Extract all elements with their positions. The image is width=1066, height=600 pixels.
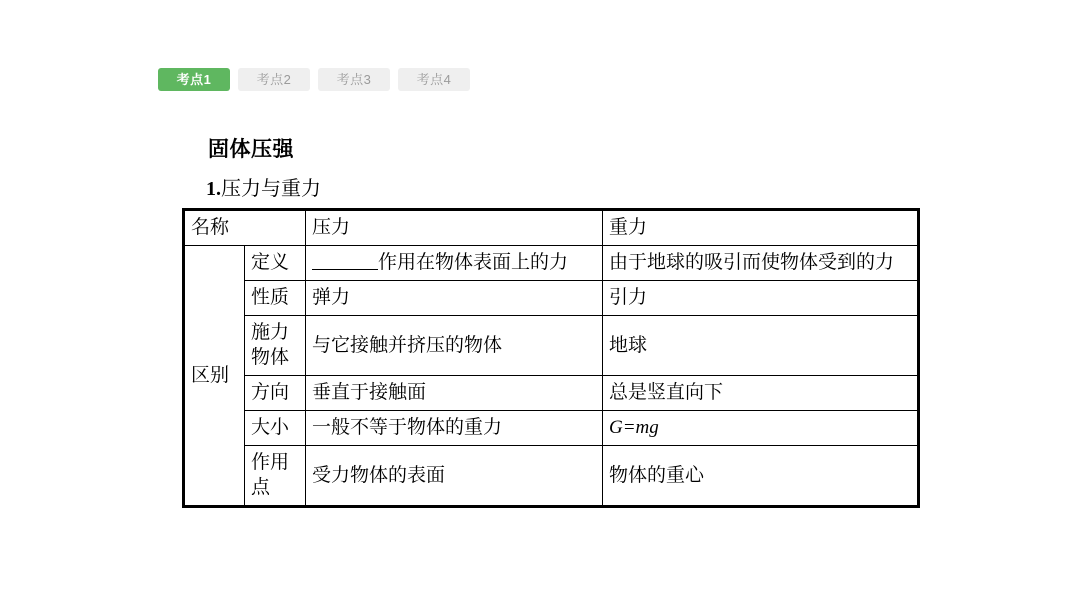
row-label-action-point: 作用点 (245, 446, 306, 507)
cell-gravity-definition: 由于地球的吸引而使物体受到的力 (603, 246, 919, 281)
header-cell-name: 名称 (184, 210, 306, 246)
cell-pressure-direction: 垂直于接触面 (306, 376, 603, 411)
cell-pressure-definition-text: 作用在物体表面上的力 (378, 252, 569, 273)
table-row (184, 411, 919, 446)
fill-in-blank (312, 255, 378, 270)
tab-bar (158, 68, 470, 91)
cell-gravity-direction: 总是竖直向下 (603, 376, 919, 411)
header-cell-pressure: 压力 (306, 210, 603, 246)
row-label-force-source: 施力物体 (245, 316, 306, 376)
header-cell-gravity: 重力 (603, 210, 919, 246)
table-row (184, 446, 919, 507)
cell-pressure-nature: 弹力 (306, 281, 603, 316)
tab-kaodian-4[interactable]: 考点4 (398, 68, 470, 91)
page-title: 固体压强 (208, 138, 294, 161)
group-label-cell: 区别 (184, 246, 245, 507)
row-label-nature: 性质 (245, 281, 306, 316)
table-row (184, 376, 919, 411)
table-header-row (184, 210, 919, 246)
row-label-direction: 方向 (245, 376, 306, 411)
cell-gravity-nature: 引力 (603, 281, 919, 316)
row-label-definition: 定义 (245, 246, 306, 281)
row-label-magnitude: 大小 (245, 411, 306, 446)
comparison-table (182, 208, 920, 508)
table-row (184, 246, 919, 281)
tab-kaodian-3[interactable]: 考点3 (318, 68, 390, 91)
cell-pressure-force-source: 与它接触并挤压的物体 (306, 316, 603, 376)
cell-gravity-force-source: 地球 (603, 316, 919, 376)
sub-heading-label: 压力与重力 (221, 178, 321, 200)
tab-kaodian-2[interactable]: 考点2 (238, 68, 310, 91)
tab-kaodian-1[interactable]: 考点1 (158, 68, 230, 91)
cell-pressure-definition (306, 246, 603, 281)
comparison-table-wrapper (182, 208, 895, 508)
cell-gravity-action-point: 物体的重心 (603, 446, 919, 507)
sub-heading-number: 1. (206, 178, 221, 200)
table-row (184, 316, 919, 376)
cell-pressure-magnitude: 一般不等于物体的重力 (306, 411, 603, 446)
cell-pressure-action-point: 受力物体的表面 (306, 446, 603, 507)
cell-gravity-magnitude: G=mg (603, 411, 919, 446)
sub-heading (206, 172, 321, 201)
table-row (184, 281, 919, 316)
